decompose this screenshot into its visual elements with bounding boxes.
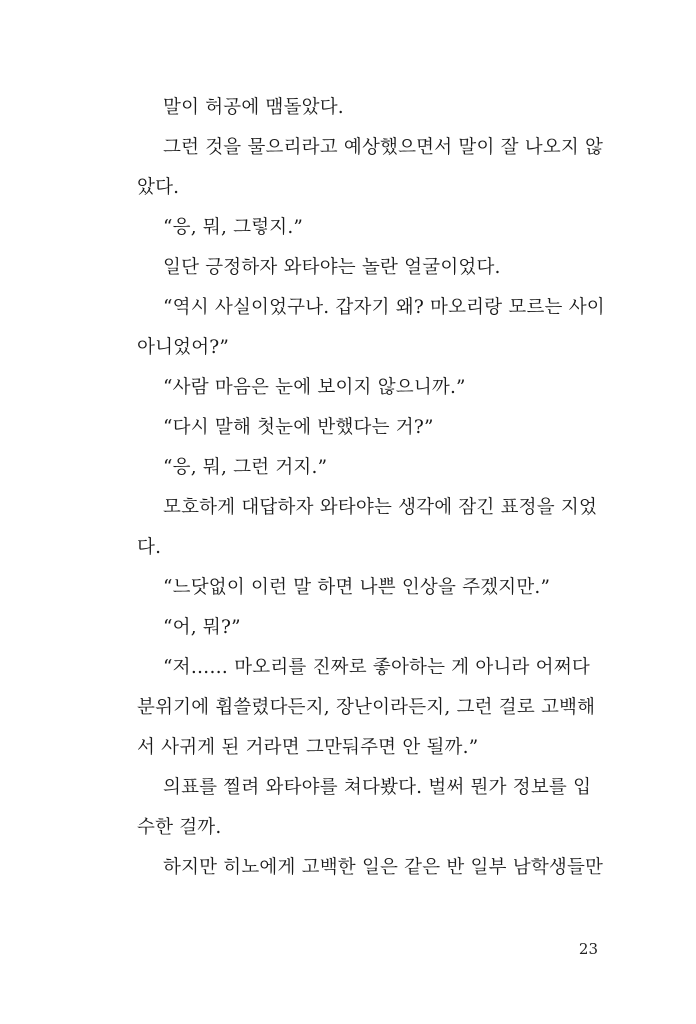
text-line: 수한 걸까. [137, 817, 222, 838]
text-line: 말이 허공에 맴돌았다. [163, 97, 344, 118]
page-number: 23 [578, 940, 598, 958]
text-line: 하지만 히노에게 고백한 일은 같은 반 일부 남학생들만 [163, 857, 604, 878]
body-text [137, 88, 605, 888]
text-line: 분위기에 휩쓸렸다든지, 장난이라든지, 그런 걸로 고백해 [137, 697, 596, 718]
text-line: 아니었어?” [137, 337, 230, 358]
text-line: “저…… 마오리를 진짜로 좋아하는 게 아니라 어쩌다 [163, 657, 590, 678]
text-line: 다. [137, 537, 162, 558]
text-line: 의표를 찔려 와타야를 쳐다봤다. 벌써 뭔가 정보를 입 [163, 777, 592, 798]
text-line: 일단 긍정하자 와타야는 놀란 얼굴이었다. [163, 257, 501, 278]
text-line: “응, 뭐, 그렇지.” [163, 217, 304, 238]
text-line: “느닷없이 이런 말 하면 나쁜 인상을 주겠지만.” [163, 577, 551, 598]
text-line: 그런 것을 물으리라고 예상했으면서 말이 잘 나오지 않 [163, 137, 604, 158]
text-line: “어, 뭐?” [163, 617, 241, 638]
text-line: “응, 뭐, 그런 거지.” [163, 457, 328, 478]
text-line: “다시 말해 첫눈에 반했다는 거?” [163, 417, 434, 438]
text-line: 았다. [137, 177, 180, 198]
text-line: 서 사귀게 된 거라면 그만둬주면 안 될까.” [137, 737, 479, 758]
text-line: “역시 사실이었구나. 갑자기 왜? 마오리랑 모르는 사이 [163, 297, 605, 318]
text-line: 모호하게 대답하자 와타야는 생각에 잠긴 표정을 지었 [163, 497, 598, 518]
text-line: “사람 마음은 눈에 보이지 않으니까.” [163, 377, 466, 398]
